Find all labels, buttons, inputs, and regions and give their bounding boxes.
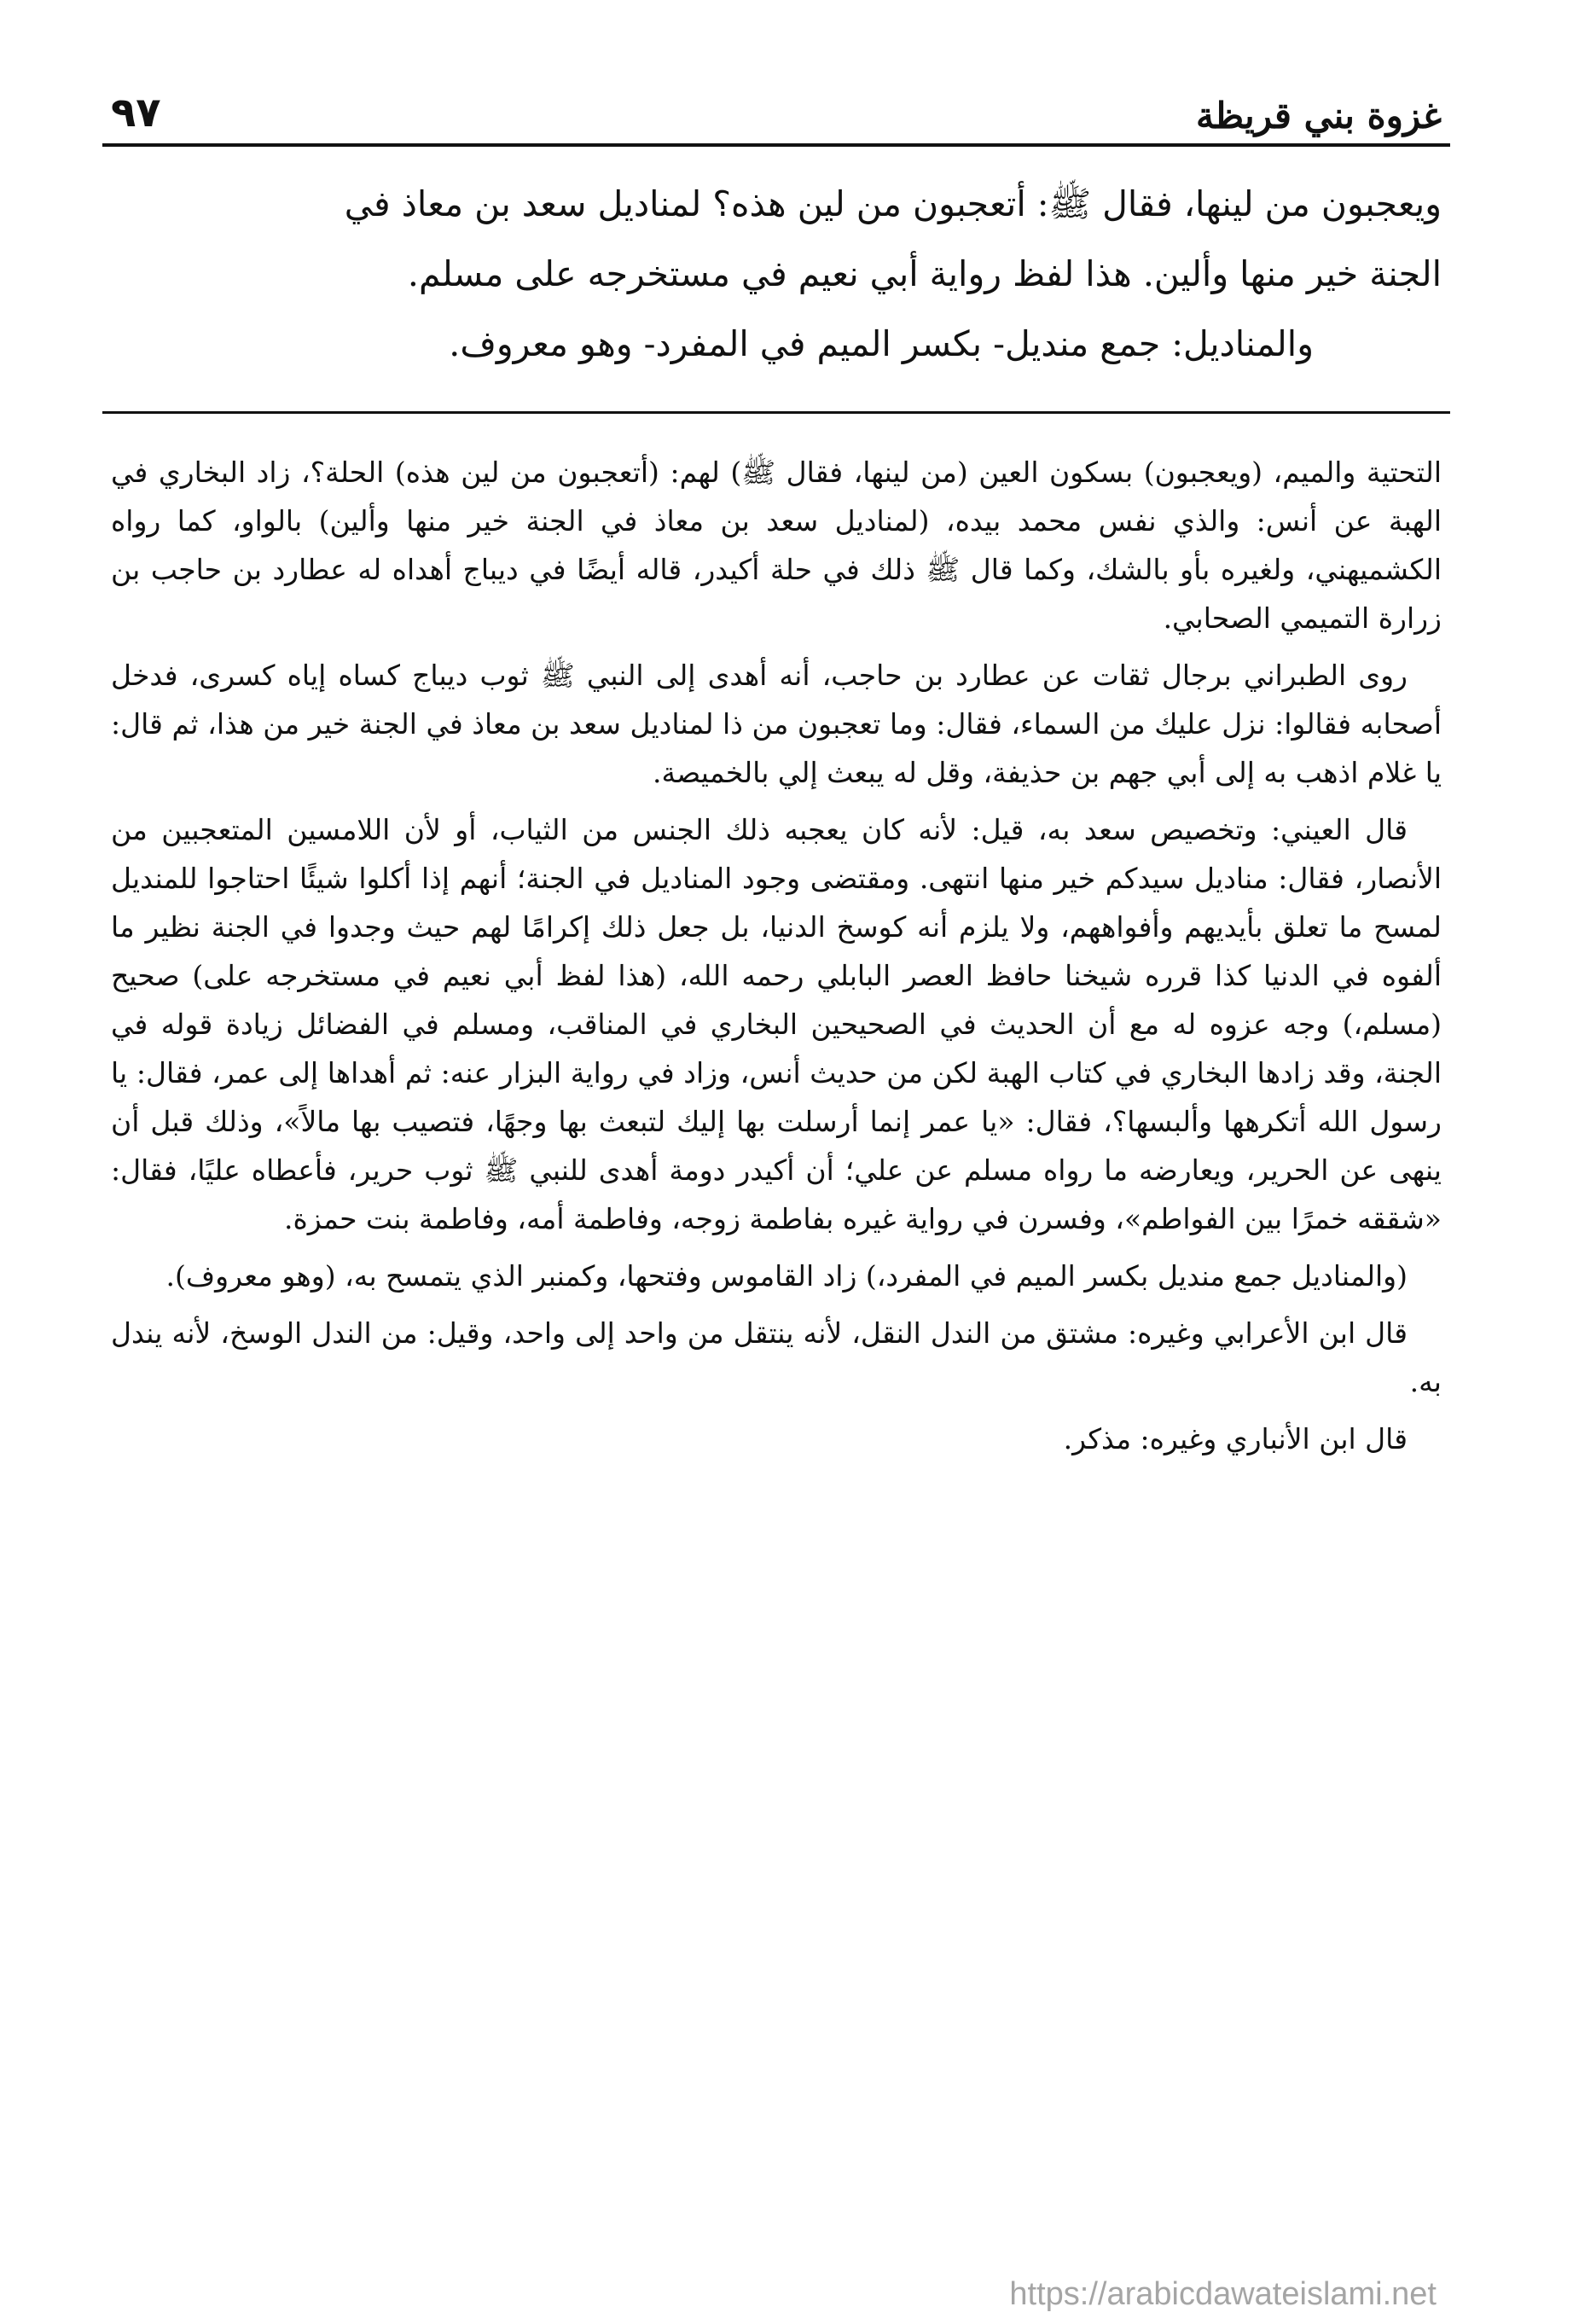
- commentary-paragraph: التحتية والميم، (ويعجبون) بسكون العين (من لينها، فقال ﷺ) لهم: (أتعجبون من لين هذه) الحلة؟، زاد البخاري في الهبة عن أنس: والذي نفس محمد بيده، (لمناديل سعد بن معاذ في الجنة خير منها وألين) بالواو، كما رواه الكشميهني، ولغيره بأو بالشك، وكما قال ﷺ ذلك في حلة أكيدر، قاله أيضًا في ديباج أهداه له عطارد بن حاجب بن زرارة التميمي الصحابي.: [111, 456, 1442, 635]
- commentary-paragraph: (والمناديل جمع منديل بكسر الميم في المفرد،) زاد القاموس وفتحها، وكمنبر الذي يتمسح به، (وهو معروف).: [165, 1259, 1408, 1293]
- watermark-url: https://arabicdawateislami.net: [1009, 2276, 1437, 2312]
- book-page: [102, 68, 1450, 1472]
- main-line: الجنة خير منها وألين. هذا لفظ رواية أبي نعيم في مستخرجه على مسلم.: [407, 253, 1442, 294]
- commentary-paragraph: قال ابن الأعرابي وغيره: مشتق من الندل النقل، لأنه ينتقل من واحد إلى واحد، وقيل: من الندل الوسخ، لأنه يندل به.: [111, 1316, 1442, 1398]
- main-line: ويعجبون من لينها، فقال ﷺ: أتعجبون من لين هذه؟ لمناديل سعد بن معاذ في: [344, 183, 1442, 224]
- page-number: ٩٧: [111, 89, 161, 137]
- page-header: [102, 68, 1450, 137]
- commentary-paragraph: قال ابن الأنباري وغيره: مذكر.: [1063, 1422, 1408, 1455]
- header-divider: [102, 143, 1450, 147]
- chapter-title: غزوة بني قريظة: [1196, 95, 1442, 137]
- main-text: [102, 169, 1450, 379]
- commentary-paragraph: قال العيني: وتخصيص سعد به، قيل: لأنه كان يعجبه ذلك الجنس من الثياب، أو لأن اللامسين المتعجبين من الأنصار، فقال: مناديل سيدكم خير منها انتهى. ومقتضى وجود المناديل في الجنة؛ أنهم إذا أكلوا شيئًا احتاجوا للمنديل لمسح ما تعلق بأيديهم وأفواههم، ولا يلزم أنه كوسخ الدنيا، بل جعل ذلك إكرامًا لهم حيث وجدوا في الجنة نظير ما ألفوه في الدنيا كذا قرره شيخنا حافظ العصر البابلي رحمه الله، (هذا لفظ أبي نعيم في مستخرجه على) صحيح (مسلم،) وجه عزوه له مع أن الحديث في الصحيحين البخاري في المناقب، ومسلم في الفضائل زيادة قوله في الجنة، وقد زادها البخاري في كتاب الهبة لكن من حديث أنس، وزاد في رواية البزار عنه: ثم أهداها إلى عمر، فقال: يا رسول الله أتكرهها وألبسها؟، فقال: «يا عمر إنما أرسلت بها إليك لتبعث بها وجهًا، فتصيب بها مالاً»، وذلك قبل أن ينهى عن الحرير، ويعارضه ما رواه مسلم عن علي؛ أن أكيدر دومة أهدى للنبي ﷺ ثوب حرير، فأعطاه عليًا، فقال: «شققه خمرًا بين الفواطم»، وفسرن في رواية غيره بفاطمة زوجه، وفاطمة أمه، وفاطمة بنت حمزة.: [111, 813, 1442, 1235]
- commentary-paragraph: روى الطبراني برجال ثقات عن عطارد بن حاجب، أنه أهدى إلى النبي ﷺ ثوب ديباج كساه إياه كسرى، فدخل أصحابه فقالوا: نزل عليك من السماء، فقال: وما تعجبون من ذا لمناديل سعد بن معاذ في الجنة خير من هذا، ثم قال: يا غلام اذهب به إلى أبي جهم بن حذيفة، وقل له يبعث إلي بالخميصة.: [111, 659, 1442, 789]
- commentary-text: [102, 448, 1450, 1463]
- commentary-divider: [102, 411, 1450, 414]
- main-line: والمناديل: جمع منديل- بكسر الميم في المفرد- وهو معروف.: [449, 323, 1314, 364]
